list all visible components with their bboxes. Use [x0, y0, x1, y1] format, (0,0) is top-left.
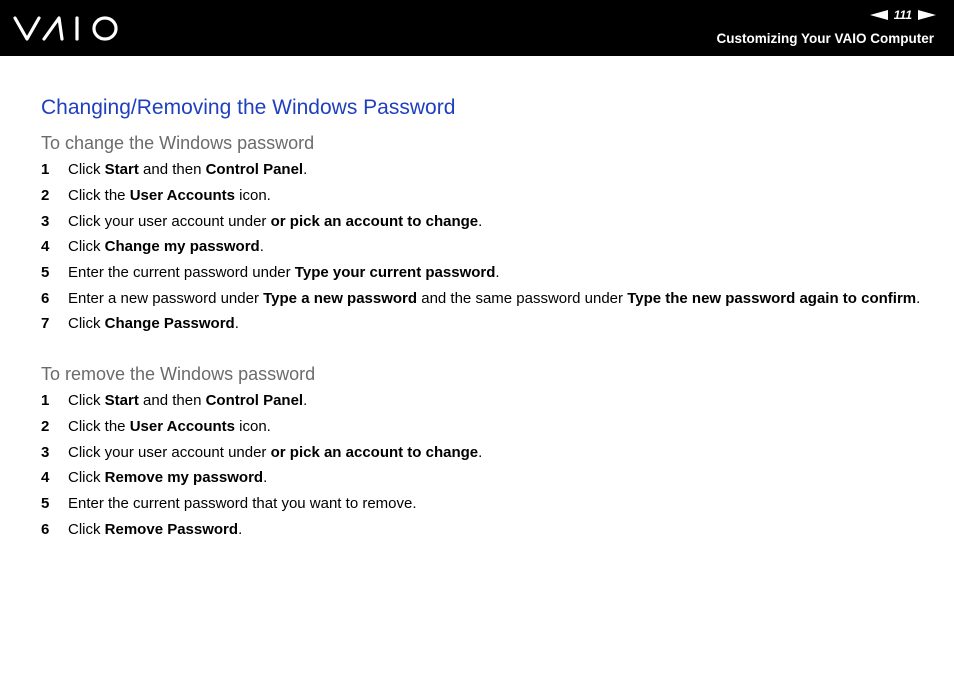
- step-text-segment: icon.: [235, 418, 271, 435]
- step-text: [68, 468, 921, 488]
- step-text: [68, 186, 921, 206]
- page-number: 111: [893, 8, 912, 22]
- next-page-arrow-icon[interactable]: [918, 10, 936, 20]
- page-header: [0, 0, 954, 56]
- step-item: [41, 237, 921, 257]
- step-item: [41, 160, 921, 180]
- step-text: [68, 160, 921, 180]
- step-number: 6: [41, 521, 50, 538]
- step-ui-term: Type the new password again to confirm: [627, 290, 917, 307]
- step-text-segment: and then: [138, 161, 206, 178]
- step-text: [68, 391, 921, 411]
- page-navigation: [870, 8, 936, 22]
- step-number: 3: [41, 213, 50, 230]
- step-item: [41, 186, 921, 206]
- step-text-segment: .: [259, 238, 264, 255]
- step-item: [41, 212, 921, 232]
- step-ui-term: Control Panel: [205, 392, 304, 409]
- step-text-segment: Click: [68, 238, 105, 255]
- change-password-steps: [41, 160, 921, 334]
- step-text-segment: Click: [68, 161, 105, 178]
- step-text-segment: .: [916, 290, 921, 307]
- step-text-segment: Enter the current password that you want to remove.: [68, 495, 417, 512]
- step-text-segment: .: [478, 213, 483, 230]
- remove-password-heading: To remove the Windows password: [41, 364, 316, 384]
- step-text: [68, 289, 921, 309]
- step-ui-term: Remove my password: [104, 469, 264, 486]
- step-text-segment: Click your user account under: [68, 444, 271, 461]
- step-item: [41, 468, 921, 488]
- step-number: 4: [41, 238, 50, 255]
- step-number: 3: [41, 444, 50, 461]
- step-item: [41, 443, 921, 463]
- step-item: [41, 263, 921, 283]
- step-text-segment: Click the: [68, 187, 130, 204]
- step-number: 2: [41, 418, 50, 435]
- step-text-segment: Enter the current password under: [68, 264, 295, 281]
- step-text: [68, 212, 921, 232]
- step-text-segment: .: [238, 521, 243, 538]
- step-text: [68, 520, 921, 540]
- step-number: 7: [41, 315, 50, 332]
- step-ui-term: Type a new password: [263, 290, 418, 307]
- step-number: 1: [41, 392, 50, 409]
- step-text-segment: Click: [68, 521, 105, 538]
- step-number: 1: [41, 161, 50, 178]
- step-text-segment: Click: [68, 392, 105, 409]
- step-text-segment: icon.: [235, 187, 271, 204]
- step-ui-term: Type your current password: [294, 264, 496, 281]
- step-text-segment: .: [495, 264, 500, 281]
- step-text-segment: and then: [138, 392, 206, 409]
- remove-password-steps: [41, 391, 921, 540]
- page-title: Changing/Removing the Windows Password: [41, 96, 456, 119]
- step-text: [68, 494, 921, 514]
- step-ui-term: Remove Password: [104, 521, 239, 538]
- step-text-segment: .: [303, 161, 308, 178]
- step-number: 5: [41, 264, 50, 281]
- step-ui-term: User Accounts: [129, 418, 235, 435]
- step-text: [68, 314, 921, 334]
- step-text-segment: Click: [68, 315, 105, 332]
- step-number: 6: [41, 290, 50, 307]
- step-item: [41, 314, 921, 334]
- step-item: [41, 494, 921, 514]
- step-item: [41, 391, 921, 411]
- step-number: 4: [41, 469, 50, 486]
- step-ui-term: User Accounts: [129, 187, 235, 204]
- step-number: 5: [41, 495, 50, 512]
- step-text-segment: Enter a new password under: [68, 290, 264, 307]
- step-item: [41, 289, 921, 309]
- step-text-segment: .: [478, 444, 483, 461]
- step-ui-term: or pick an account to change: [270, 444, 479, 461]
- step-ui-term: Change Password: [104, 315, 235, 332]
- step-text-segment: Click your user account under: [68, 213, 271, 230]
- step-text-segment: Click the: [68, 418, 130, 435]
- step-ui-term: Change my password: [104, 238, 260, 255]
- step-ui-term: or pick an account to change: [270, 213, 479, 230]
- step-text-segment: .: [263, 469, 268, 486]
- step-ui-term: Start: [104, 161, 139, 178]
- step-text: [68, 263, 921, 283]
- step-ui-term: Control Panel: [205, 161, 304, 178]
- change-password-heading: To change the Windows password: [41, 133, 315, 153]
- step-ui-term: Start: [104, 392, 139, 409]
- step-text-segment: and the same password under: [417, 290, 628, 307]
- section-title: Customizing Your VAIO Computer: [716, 31, 934, 46]
- step-item: [41, 417, 921, 437]
- step-text: [68, 417, 921, 437]
- step-item: [41, 520, 921, 540]
- vaio-logo: [12, 14, 120, 42]
- step-text-segment: Click: [68, 469, 105, 486]
- step-number: 2: [41, 187, 50, 204]
- step-text-segment: .: [234, 315, 239, 332]
- previous-page-arrow-icon[interactable]: [870, 10, 888, 20]
- step-text: [68, 443, 921, 463]
- step-text-segment: .: [303, 392, 308, 409]
- step-text: [68, 237, 921, 257]
